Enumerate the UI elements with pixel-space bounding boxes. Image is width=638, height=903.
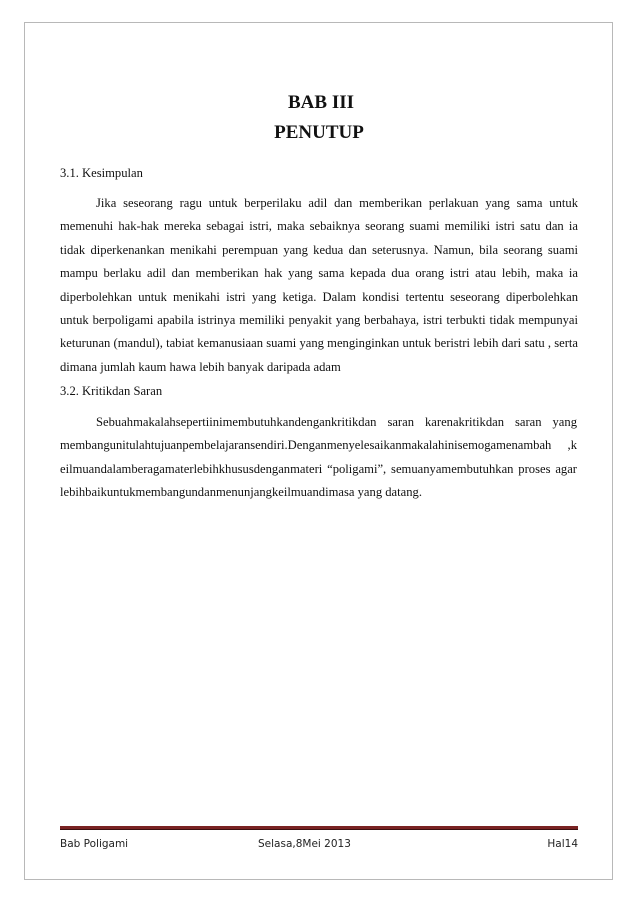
chapter-number: BAB III [288, 92, 354, 113]
footer-page-number: Hal14 [547, 838, 578, 850]
paragraph-kesimpulan: Jika seseorang ragu untuk berperilaku adil dan memberikan perlakuan yang sama untuk memenuhi hak-hak mereka sebagai istri, maka sebaiknya seorang suami memiliki istri satu dan ia tidak diperkenankan menikahi perempuan yang kedua dan seterusnya. Namun, bila seorang suami mampu berlaku adil dan memberikan hak yang sama kepada dua orang istri atau lebih, maka ia diperbolehkan untuk menikahi istri yang ketiga. Dalam kondisi tertentu seseorang diperbolehkan untuk berpoligami apabila istrinya memiliki penyakit yang berbahaya, istri terbukti tidak mempunyai keturunan (mandul), tabiat kemanusiaan suami yang menginginkan untuk beristri lebih dari satu , serta dimana jumlah kaum hawa lebih banyak daripada adam [60, 196, 578, 374]
footer-document-title: Bab Poligami [60, 838, 129, 850]
footer-rule [60, 826, 578, 830]
chapter-title: PENUTUP [274, 122, 364, 143]
section-heading-kritik-saran: 3.2. Kritikdan Saran [60, 384, 163, 398]
section-heading-kesimpulan: 3.1. Kesimpulan [60, 166, 143, 180]
paragraph-kritik-saran: Sebuahmakalahsepertiinimembutuhkandengankritikdan saran karenakritikdan saran yang membangunitulahtujuanpembelajaransendiri.Denganmenyelesaikanmakalahinisemogamenambah ,k eilmuandalamberagamaterlebihkhususdenganmateri “poligami”, semuanyamembutuhkan proses agar lebihbaikuntukmembangundanmenunjangkeilmuandimasa yang datang. [60, 415, 577, 500]
footer-date: Selasa,8Mei 2013 [258, 838, 351, 850]
